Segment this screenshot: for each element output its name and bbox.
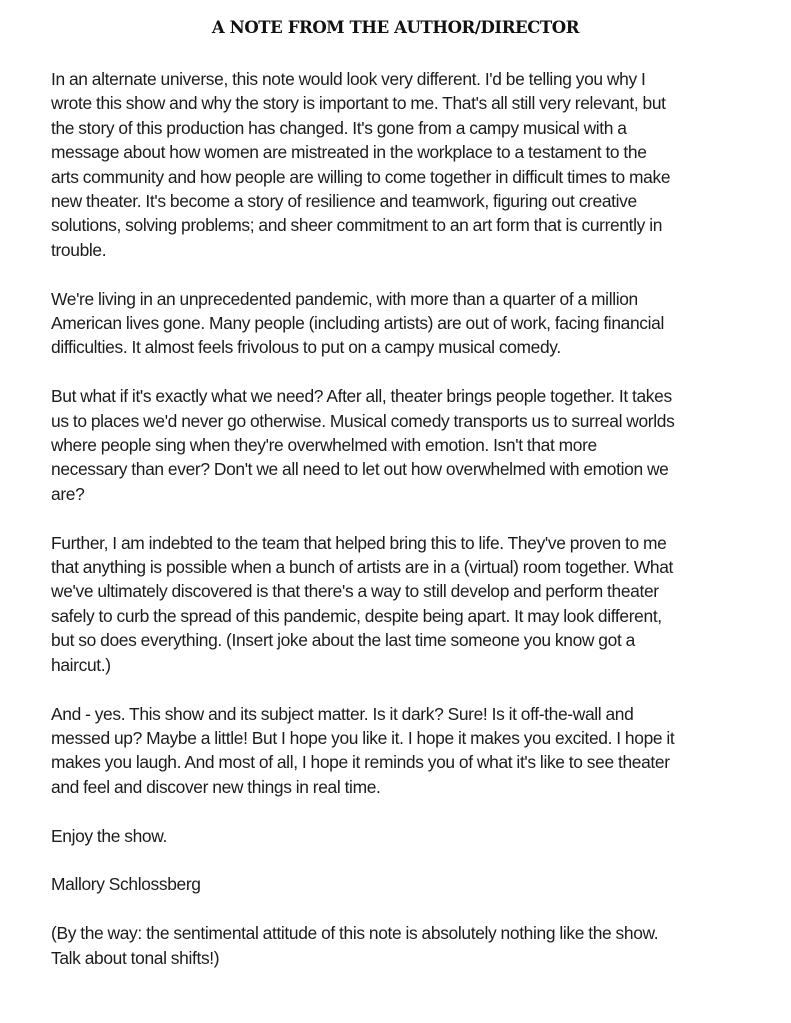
- text-line: Further, I am indebted to the team that helped bring this to life. They've proven to me: [51, 532, 667, 553]
- text-line: we've ultimately discovered is that there's a way to still develop and perform theater: [51, 581, 659, 602]
- text-line: American lives gone. Many people (including artists) are out of work, facing financial: [51, 313, 664, 334]
- text-line: safely to curb the spread of this pandemic, despite being apart. It may look different,: [51, 605, 662, 626]
- text-line: trouble.: [51, 239, 107, 260]
- text-line: new theater. It's become a story of resilience and teamwork, figuring out creative: [51, 191, 637, 212]
- text-line: but so does everything. (Insert joke about the last time someone you know got a: [51, 630, 635, 651]
- text-line: solutions, solving problems; and sheer commitment to an art form that is currently in: [51, 215, 663, 236]
- note-body: [51, 67, 751, 994]
- text-line: In an alternate universe, this note would look very different. I'd be telling you why I: [51, 69, 646, 89]
- text-line: arts community and how people are willing to come together in difficult times to make: [51, 166, 671, 187]
- paragraph-what-we-need: [51, 384, 751, 506]
- paragraph-team: [51, 531, 751, 677]
- text-line: are?: [51, 483, 85, 504]
- paragraph-postscript: [51, 921, 751, 970]
- text-line: (By the way: the sentimental attitude of this note is absolutely nothing like the show.: [51, 923, 659, 944]
- text-line: Mallory Schlossberg: [51, 874, 201, 895]
- paragraph-subject-matter: [51, 702, 751, 800]
- text-line: We're living in an unprecedented pandemic, with more than a quarter of a million: [51, 288, 638, 309]
- paragraph-intro: [51, 67, 751, 262]
- page-title: A NOTE FROM THE AUTHOR/DIRECTOR: [211, 18, 580, 37]
- text-line: necessary than ever? Don't we all need to let out how overwhelmed with emotion we: [51, 459, 669, 480]
- paragraph-sign-off: [51, 824, 751, 848]
- text-line: Talk about tonal shifts!): [51, 947, 220, 968]
- text-line: message about how women are mistreated in the workplace to a testament to the: [51, 142, 647, 163]
- text-line: makes you laugh. And most of all, I hope it reminds you of what it's like to see theater: [51, 752, 670, 773]
- text-line: messed up? Maybe a little! But I hope you like it. I hope it makes you excited. I hope it: [51, 727, 675, 748]
- text-line: wrote this show and why the story is important to me. That's all still very relevant, but: [51, 93, 666, 114]
- text-line: the story of this production has changed. It's gone from a campy musical with a: [51, 117, 627, 138]
- text-line: where people sing when they're overwhelmed with emotion. Isn't that more: [51, 435, 597, 456]
- text-line: haircut.): [51, 654, 111, 675]
- paragraph-pandemic: [51, 287, 751, 360]
- text-line: And - yes. This show and its subject matter. Is it dark? Sure! Is it off-the-wall and: [51, 703, 634, 724]
- text-line: difficulties. It almost feels frivolous to put on a campy musical comedy.: [51, 337, 561, 358]
- text-line: and feel and discover new things in real time.: [51, 776, 381, 797]
- author-signature: [51, 872, 751, 896]
- text-line: But what if it's exactly what we need? After all, theater brings people together. It takes: [51, 386, 672, 407]
- text-line: us to places we'd never go otherwise. Musical comedy transports us to surreal worlds: [51, 410, 675, 431]
- text-line: that anything is possible when a bunch of artists are in a (virtual) room together. What: [51, 557, 674, 578]
- text-line: Enjoy the show.: [51, 825, 167, 846]
